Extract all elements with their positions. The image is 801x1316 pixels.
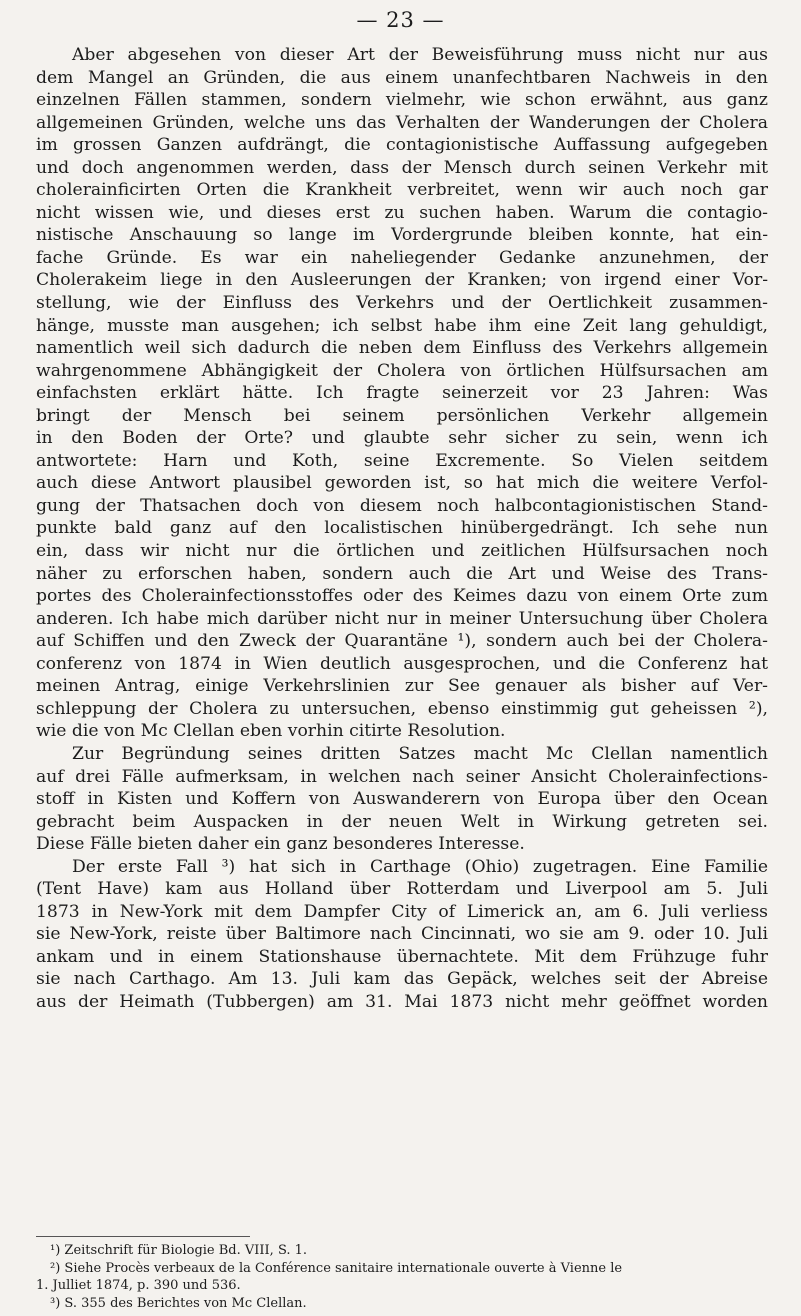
text-line: sie nach Carthago. Am 13. Juli kam das Gepäck, welches seit der Abreise [36,969,768,990]
text-line: anderen. Ich habe mich darüber nicht nur in meiner Untersuchung über Cholera [36,608,768,629]
text-line: ankam und in einem Stationshause übernachtete. Mit dem Frühzuge fuhr [36,946,768,967]
footnote-1: ¹) Zeitschrift für Biologie Bd. VIII, S. 1. [50,1243,308,1258]
page-number: — 23 — [356,8,445,32]
text-line: hänge, musste man ausgehen; ich selbst habe ihm eine Zeit lang gehuldigt, [36,315,768,336]
footnote-3: ³) S. 355 des Berichtes von Mc Clellan. [50,1295,307,1311]
text-line: 1873 in New-York mit dem Dampfer City of Limerick an, am 6. Juli verliess [36,901,768,922]
text-line: ein, dass wir nicht nur die örtlichen und zeitlichen Hülfsursachen noch [36,541,768,562]
text-line: bringt der Mensch bei seinem persönlichen Verkehr allgemein [36,405,768,426]
text-line: nicht wissen wie, und dieses erst zu suchen haben. Warum die contagio- [36,202,768,223]
text-line: einzelnen Fällen stammen, sondern vielmehr, wie schon erwähnt, aus ganz [36,90,768,111]
text-line: auf drei Fälle aufmerksam, in welchen nach seiner Ansicht Cholerainfections- [36,766,768,787]
text-line: Aber abgesehen von dieser Art der Beweisführung muss nicht nur aus [72,45,768,65]
text-line: meinen Antrag, einige Verkehrslinien zur See genauer als bisher auf Ver- [36,676,768,697]
text-line: nistische Anschauung so lange im Vordergrunde bleiben konnte, hat ein- [36,225,768,246]
text-line: namentlich weil sich dadurch die neben dem Einfluss des Verkehrs allgemein [36,338,768,359]
text-line: fache Gründe. Es war ein naheliegender Gedanke anzunehmen, der [36,247,768,268]
text-line: stellung, wie der Einfluss des Verkehrs und der Oertlichkeit zusammen- [36,293,768,314]
footnote-2-continued: 1. Julliet 1874, p. 390 und 536. [36,1278,241,1293]
text-line: sie New-York, reiste über Baltimore nach Cincinnati, wo sie am 9. oder 10. Juli [36,924,768,945]
text-line: allgemeinen Gründen, welche uns das Verhalten der Wanderungen der Cholera [36,112,768,133]
text-line: stoff in Kisten und Koffern von Auswanderern von Europa über den Ocean [36,789,768,810]
text-line: schleppung der Cholera zu untersuchen, ebenso einstimmig gut geheissen ²), [36,698,768,719]
text-line: Cholerakeim liege in den Ausleerungen der Kranken; von irgend einer Vor- [36,270,768,291]
text-line: in den Boden der Orte? und glaubte sehr sicher zu sein, wenn ich [36,428,768,449]
text-line: einfachsten erklärt hätte. Ich fragte seinerzeit vor 23 Jahren: Was [36,383,768,404]
text-line: wahrgenommene Abhängigkeit der Cholera von örtlichen Hülfsursachen am [36,360,768,381]
text-line: gung der Thatsachen doch von diesem noch halbcontagionistischen Stand- [36,495,768,516]
text-line: näher zu erforschen haben, sondern auch die Art und Weise des Trans- [36,563,768,584]
text-line: dem Mangel an Gründen, die aus einem unanfechtbaren Nachweis in den [36,67,768,88]
text-line: conferenz von 1874 in Wien deutlich ausgesprochen, und die Conferenz hat [36,653,768,674]
text-line: und doch angenommen werden, dass der Mensch durch seinen Verkehr mit [36,157,768,178]
text-line: auf Schiffen und den Zweck der Quarantäne ¹), sondern auch bei der Cholera- [36,631,768,652]
text-line: im grossen Ganzen aufdrängt, die contagionistische Auffassung aufgegeben [36,135,768,156]
footnotes [36,1242,768,1312]
text-line: gebracht beim Auspacken in der neuen Welt in Wirkung getreten sei. [36,811,768,832]
text-line: punkte bald ganz auf den localistischen hinübergedrängt. Ich sehe nun [36,518,768,539]
text-line: (Tent Have) kam aus Holland über Rotterdam und Liverpool am 5. Juli [36,879,768,900]
text-line: auch diese Antwort plausibel geworden ist, so hat mich die weitere Verfol- [36,473,768,494]
footnote-2: ²) Siehe Procès verbeaux de la Conférence sanitaire internationale ouverte à Vienne le [50,1260,623,1276]
text-line: Diese Fälle bieten daher ein ganz besonderes Interesse. [36,834,525,855]
text-line: wie die von Mc Clellan eben vorhin citirte Resolution. [36,721,506,742]
body-text [36,44,768,1014]
text-line: Zur Begründung seines dritten Satzes macht Mc Clellan namentlich [72,743,768,764]
footnote-divider [36,1236,250,1237]
text-line: Der erste Fall ³) hat sich in Carthage (Ohio) zugetragen. Eine Familie [72,856,768,877]
text-line: aus der Heimath (Tubbergen) am 31. Mai 1873 nicht mehr geöffnet worden [36,991,768,1012]
text-line: cholerainficirten Orten die Krankheit verbreitet, wenn wir auch noch gar [36,180,768,201]
text-line: antwortete: Harn und Koth, seine Excremente. So Vielen seitdem [36,450,768,471]
text-line: portes des Cholerainfectionsstoffes oder des Keimes dazu von einem Orte zum [36,586,768,607]
